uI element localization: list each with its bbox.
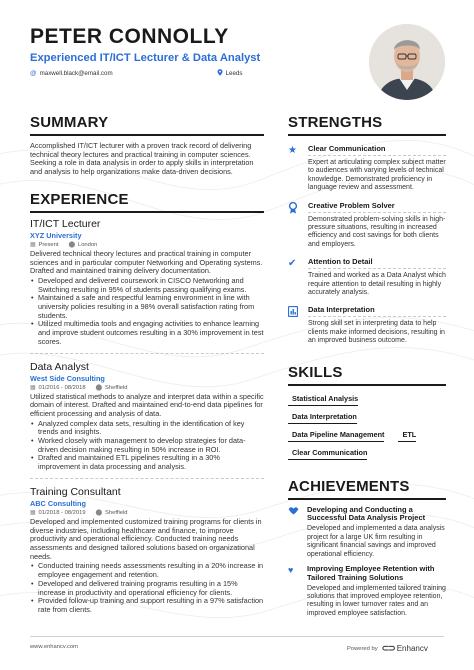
job-dates: 01/2018 - 08/2019 — [38, 509, 86, 516]
location-contact — [217, 69, 243, 78]
company-name: ABC Consulting — [30, 498, 86, 508]
enhancv-logo-icon: ⊂⊃ — [381, 643, 395, 653]
strength-title: Data Interpretation — [308, 305, 446, 317]
strength-title: Creative Problem Solver — [308, 201, 446, 213]
powered-by — [347, 643, 428, 654]
email-contact[interactable] — [30, 69, 113, 78]
strength-item — [288, 201, 446, 250]
candidate-headline: Experienced IT/ICT Lecturer & Data Analyst — [30, 52, 261, 64]
job-bullet: • Developed and delivered training programs resulting in a 15% increase in productivity and operational efficiency for clients. — [30, 580, 264, 597]
strength-desc: Expert at articulating complex subject matter to audiences with varying levels of technical knowledge. Demonstrated proficiency in language review and assessment. — [308, 159, 446, 192]
job-title: Training Consultant — [30, 485, 121, 498]
company-name: XYZ University — [30, 230, 82, 240]
footer-rule — [30, 636, 444, 637]
skills-heading: SKILLS — [288, 364, 446, 386]
powered-by-label: Powered by — [347, 645, 378, 652]
strength-item — [288, 144, 446, 193]
profile-photo — [369, 24, 445, 100]
job-location: Sheffield — [105, 509, 128, 516]
job-bullets — [30, 562, 264, 614]
job-bullet: • Developed and delivered coursework in CISCO Networking and Switching resulting in 95% of students passing qualifying exams. — [30, 277, 264, 294]
skill-row — [288, 442, 446, 460]
location-pin-icon: ⬤ — [95, 384, 103, 391]
achievement-desc: Developed and implemented tailored training solutions that improved employee retention, resulting in lower turnover rates and an improved employee satisfaction. — [307, 584, 446, 617]
skill-tag: ETL — [398, 424, 416, 442]
job-location: London — [77, 241, 98, 248]
skill-tag: Clear Communication — [288, 442, 367, 460]
job-description: Delivered technical theory lectures and practical training in computer sciences and in particular computer Networking and Operating systems. Drafted and maintained training delivery documentation. — [30, 248, 263, 276]
skill-tag: Statistical Analysis — [288, 388, 358, 406]
summary-heading: SUMMARY — [30, 114, 264, 136]
job-title: Data Analyst — [30, 360, 89, 373]
achievement-item — [288, 506, 446, 559]
left-column — [30, 114, 264, 615]
candidate-name: PETER CONNOLLY — [30, 25, 229, 48]
job-meta — [30, 385, 264, 391]
experience-heading: EXPERIENCE — [30, 191, 264, 213]
star-icon: ★ — [288, 145, 297, 156]
brand-name: Enhancv — [396, 644, 428, 653]
job-location: Sheffield — [105, 384, 128, 391]
heart-icon: ♥ — [288, 564, 294, 575]
strengths-section — [288, 114, 446, 346]
strength-item — [288, 305, 446, 345]
strength-desc: Strong skill set in interpreting data to help clients make informed decisions, resulting in an improved business outcome. — [308, 320, 445, 345]
strength-title: Attention to Detail — [308, 257, 446, 269]
job-bullet: • Analyzed complex data sets, resulting in the identification of key trends and insights. — [30, 420, 264, 437]
job-bullet: • Provided follow-up training and support resulting in a 97% satisfaction rate from clients. — [30, 597, 264, 614]
skill-row — [288, 388, 446, 406]
strength-item — [288, 257, 446, 297]
strengths-heading: STRENGTHS — [288, 114, 446, 136]
skills-section — [288, 364, 446, 460]
job-description: Developed and implemented customized training programs for clients in diverse industries, including healthcare and finance, to improve productivity and operational efficiency. Conducted training needs assessments and designed tailored solutions based on organizational needs. — [30, 516, 262, 561]
email-text: maxwell.black@email.com — [39, 70, 113, 77]
section-divider — [30, 353, 264, 354]
job-bullet: • Maintained a safe and respectful learning environment in line with university policies resulting in a 98% overall satisfaction rating from students. — [30, 294, 264, 320]
right-column — [288, 114, 446, 618]
job-entry — [30, 486, 264, 615]
summary-section — [30, 114, 264, 177]
resume-header — [30, 26, 360, 78]
chart-icon — [288, 306, 300, 345]
location-text: Leeds — [225, 70, 243, 77]
achievement-title: Improving Employee Retention with Tailored Training Solutions — [307, 563, 435, 582]
job-bullet: • Worked closely with management to develop strategies for data-driven decision making resulting in 50% increase in ROI. — [30, 437, 264, 454]
location-pin-icon: ⬤ — [95, 509, 103, 516]
handshake-icon — [288, 506, 300, 559]
experience-section — [30, 191, 264, 615]
skill-row — [288, 424, 446, 442]
strength-title: Clear Communication — [308, 144, 446, 156]
strength-desc: Trained and worked as a Data Analyst which require attention to detail resulting in highly accurately analysis. — [308, 272, 446, 297]
job-entry — [30, 218, 264, 354]
job-bullet: • Utilized multimedia tools and engaging activities to enhance learning and improve student outcomes resulting in a 30% improvement in test scores. — [30, 320, 264, 346]
at-sign-icon: @ — [30, 70, 37, 77]
footer-url[interactable]: www.enhancv.com — [30, 644, 78, 650]
check-icon: ✔ — [288, 258, 297, 270]
job-meta — [30, 510, 264, 516]
job-entry — [30, 361, 264, 479]
location-pin-icon: ⬤ — [68, 241, 75, 248]
achievements-heading: ACHIEVEMENTS — [288, 478, 446, 500]
job-bullet: • Conducted training needs assessments resulting in a 20% increase in employee engagement and retention. — [30, 562, 264, 579]
strength-desc: Demonstrated problem-solving skills in high-pressure situations, resulting in increased efficiency and cost savings for both clients and employers. — [308, 215, 446, 248]
skill-tag: Data Interpretation — [288, 406, 357, 424]
job-dates: 01/2016 - 08/2018 — [38, 384, 86, 391]
job-title: IT/ICT Lecturer — [30, 217, 101, 230]
job-meta — [30, 242, 264, 248]
page-footer — [0, 636, 474, 670]
job-description: Utilized statistical methods to analyze and interpret data within a specific domain of interest. Drafted and maintained end-to-end data pipelines for efficient processing and analysis of data. — [30, 391, 264, 418]
achievement-title: Developing and Conducting a Successful Data Analysis Project — [307, 504, 426, 523]
company-name: West Side Consulting — [30, 373, 105, 383]
achievements-section — [288, 478, 446, 618]
location-pin-icon — [217, 69, 223, 78]
award-ribbon-icon — [288, 202, 300, 250]
job-bullets — [30, 277, 264, 347]
enhancv-logo[interactable] — [382, 643, 428, 654]
achievement-desc: Developed and implemented a data analysis project for a large UK firm resulting in significant financial savings and improved operational efficiency. — [307, 525, 445, 558]
skill-row — [288, 406, 446, 424]
job-bullets — [30, 420, 264, 472]
achievement-item — [288, 565, 446, 618]
summary-text: Accomplished IT/ICT lecturer with a proven track record of delivering technical theory lectures and practical training in computer sciences. Seeking a role in data analysis in order to apply skills in interpretation and analysis to help organizations make data-driven decisions. — [30, 141, 254, 177]
contact-info — [30, 69, 360, 78]
job-dates: Present — [38, 241, 59, 248]
calendar-icon: ▦ — [30, 509, 36, 516]
calendar-icon: ▦ — [30, 384, 36, 391]
calendar-icon: ▦ — [30, 241, 36, 248]
skill-tag: Data Pipeline Management — [288, 424, 384, 442]
section-divider — [30, 478, 264, 479]
job-bullet: • Drafted and maintained ETL pipelines resulting in a 30% improvement in data processing and analysis. — [30, 454, 264, 471]
